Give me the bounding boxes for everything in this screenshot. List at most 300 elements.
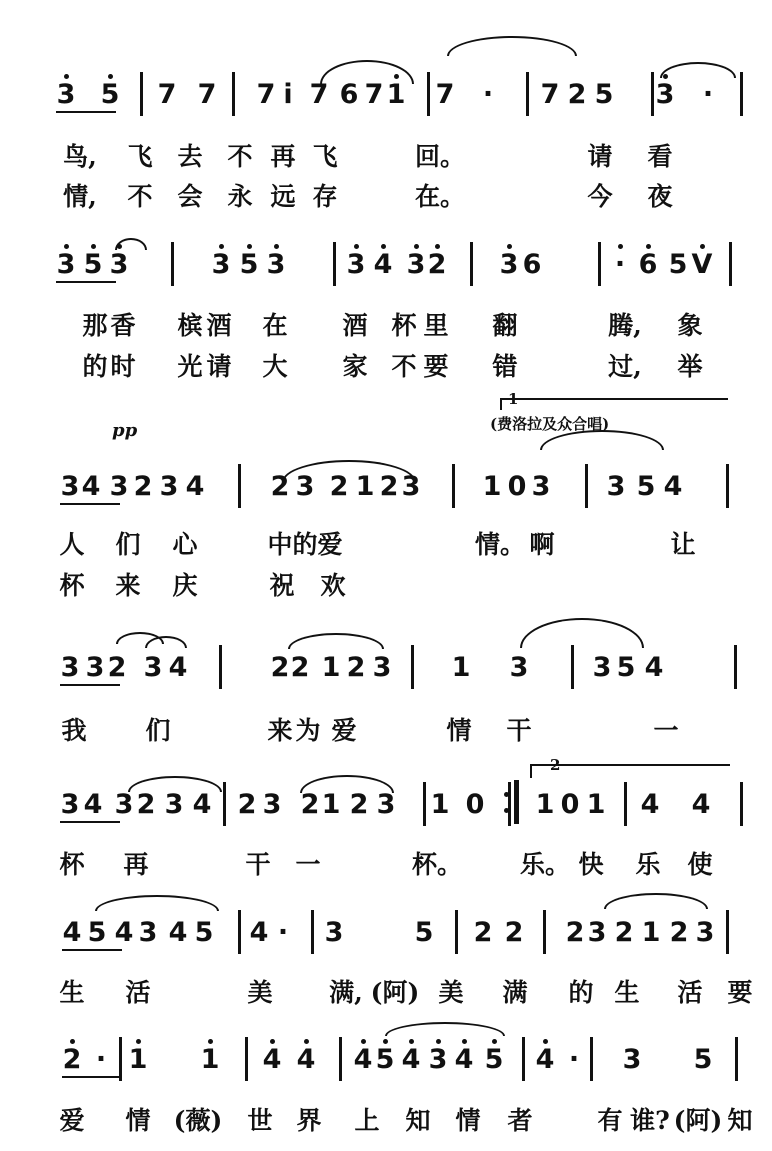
repeat-dot <box>504 808 509 813</box>
slur-arc <box>447 36 577 56</box>
jianpu-note: V <box>691 249 713 280</box>
jianpu-note: · <box>277 917 289 948</box>
jianpu-note: 4 <box>296 1044 316 1075</box>
lyric-line2-char: 欢 <box>320 571 346 600</box>
jianpu-note: 3 <box>60 471 80 502</box>
jianpu-note: 4 <box>663 471 683 502</box>
jianpu-note: 1 <box>482 471 502 502</box>
lyric-line1-char: 不 <box>227 142 253 171</box>
lyric-line2-char: 时 <box>110 352 136 381</box>
octave-dot <box>507 244 512 249</box>
jianpu-note: 5 <box>616 652 636 683</box>
jianpu-note: 3 <box>56 79 76 110</box>
jianpu-note: 3 <box>509 652 529 683</box>
lyric-line2-char: 举 <box>677 352 703 381</box>
jianpu-note: 5 <box>414 917 434 948</box>
barline <box>427 72 430 116</box>
jianpu-note: 1 <box>535 789 555 820</box>
slur-arc <box>604 893 708 909</box>
jianpu-note: 5 <box>668 249 688 280</box>
lyric-line1-char: 干 <box>506 716 532 745</box>
jianpu-note: 4 <box>62 917 82 948</box>
lyric-line1-char: 鸟, <box>63 142 97 171</box>
barline <box>735 1037 738 1081</box>
jianpu-note: 4 <box>83 789 103 820</box>
lyric-line1-char: 快 <box>578 850 604 879</box>
lyric-line2-char: 请 <box>206 352 232 381</box>
chorus-note: (费洛拉及众合唱) <box>490 415 610 433</box>
barline <box>585 464 588 508</box>
lyric-line1-char: 们 <box>115 530 141 559</box>
jianpu-note: 3 <box>109 471 129 502</box>
barline <box>740 72 743 116</box>
jianpu-note: 2 <box>300 789 320 820</box>
lyric-line1-char: 来 <box>267 716 293 745</box>
jianpu-note: 2 <box>504 917 524 948</box>
barline <box>526 72 529 116</box>
octave-dot <box>383 1039 388 1044</box>
jianpu-note: 2 <box>349 789 369 820</box>
octave-dot <box>543 1039 548 1044</box>
slur-arc <box>115 238 147 250</box>
lyric-line1-char: 酒 <box>206 311 232 340</box>
jianpu-note: 3 <box>622 1044 642 1075</box>
lyric-line1-char: 杯。 <box>411 850 463 879</box>
jianpu-note: 1 <box>200 1044 220 1075</box>
jianpu-note: 3 <box>531 471 551 502</box>
slur-arc <box>128 776 222 792</box>
lyric-line1-char: (阿) <box>370 978 420 1007</box>
beam-line <box>62 949 122 951</box>
lyric-line1-char: 使 <box>687 850 713 879</box>
lyric-line2-char: 夜 <box>647 182 673 211</box>
octave-dot <box>354 244 359 249</box>
barline <box>740 782 743 826</box>
jianpu-note: 0 <box>507 471 527 502</box>
jianpu-note: i <box>283 79 293 110</box>
lyric-line2-char: 在。 <box>414 182 466 211</box>
jianpu-note: 6 <box>339 79 359 110</box>
lyric-line1-char: 生 <box>59 978 85 1007</box>
jianpu-note: 7 <box>540 79 560 110</box>
octave-dot <box>361 1039 366 1044</box>
jianpu-note: 4 <box>691 789 711 820</box>
jianpu-note: 3 <box>60 652 80 683</box>
beam-line <box>62 1076 122 1078</box>
jianpu-note: 2 <box>473 917 493 948</box>
lyric-line1-char: (阿) <box>673 1106 723 1135</box>
lyric-line1-char: 再 <box>270 142 296 171</box>
barline <box>455 910 458 954</box>
lyric-line2-char: 不 <box>391 352 417 381</box>
lyric-line2-char: 远 <box>270 182 296 211</box>
jianpu-note: 7 <box>256 79 276 110</box>
octave-dot <box>381 244 386 249</box>
lyric-line1-char: 看 <box>647 142 673 171</box>
lyric-line1-char: 一 <box>295 850 321 879</box>
lyric-line2-char: 存 <box>312 182 338 211</box>
lyric-line1-char: 的 <box>568 978 594 1007</box>
volta-2-hook <box>530 764 532 778</box>
jianpu-note: 3 <box>109 249 129 280</box>
jianpu-note: 3 <box>428 1044 448 1075</box>
jianpu-note: 2 <box>346 652 366 683</box>
lyric-line1-char: 酒 <box>342 311 368 340</box>
octave-dot <box>462 1039 467 1044</box>
lyric-line1-char: 们 <box>145 716 171 745</box>
jianpu-note: 1 <box>321 652 341 683</box>
lyric-line1-char: 飞 <box>127 142 153 171</box>
volta-1-line <box>500 398 728 400</box>
slur-arc <box>300 775 394 793</box>
lyric-line1-char: 美 <box>247 978 273 1007</box>
lyric-line1-char: 知 <box>727 1106 753 1135</box>
lyric-line1-char: 情。 <box>474 530 526 559</box>
jianpu-note: 4 <box>114 917 134 948</box>
jianpu-note: 2 <box>133 471 153 502</box>
lyric-line2-char: 今 <box>587 182 613 211</box>
lyric-line2-char: 过, <box>608 352 642 381</box>
lyric-line1-char: 杯 <box>391 311 417 340</box>
beam-line <box>56 111 116 113</box>
octave-dot <box>409 1039 414 1044</box>
lyric-line1-char: 象 <box>677 311 703 340</box>
jianpu-note: 5 <box>87 917 107 948</box>
jianpu-note: 5 <box>239 249 259 280</box>
jianpu-note: 3 <box>324 917 344 948</box>
lyric-line1-char: 去 <box>177 142 203 171</box>
lyric-line2-char: 庆 <box>172 571 198 600</box>
jianpu-note: · <box>614 249 626 280</box>
lyric-line1-char: 回。 <box>414 142 466 171</box>
jianpu-note: 2 <box>329 471 349 502</box>
jianpu-note: 3 <box>262 789 282 820</box>
octave-dot <box>247 244 252 249</box>
jianpu-note: 2 <box>237 789 257 820</box>
jianpu-note: 2 <box>290 652 310 683</box>
octave-dot <box>414 244 419 249</box>
volta-1-hook <box>500 398 502 410</box>
beam-line <box>60 503 120 505</box>
slur-arc <box>320 60 414 84</box>
lyric-line1-char: 请 <box>587 142 613 171</box>
octave-dot <box>64 74 69 79</box>
jianpu-note: 4 <box>168 652 188 683</box>
lyric-line1-char: 人 <box>59 530 85 559</box>
octave-dot <box>492 1039 497 1044</box>
lyric-line2-char: 来 <box>115 571 141 600</box>
barline <box>219 645 222 689</box>
octave-dot <box>64 244 69 249</box>
beam-line <box>56 281 116 283</box>
jianpu-note: 7 <box>364 79 384 110</box>
barline <box>729 242 732 286</box>
lyric-line2-char: 杯 <box>59 571 85 600</box>
slur-arc <box>288 633 384 649</box>
jianpu-note: 2 <box>427 249 447 280</box>
barline <box>333 242 336 286</box>
barline <box>119 1037 122 1081</box>
jianpu-note: 2 <box>669 917 689 948</box>
lyric-line1-char: 再 <box>123 850 149 879</box>
barline <box>651 72 654 116</box>
jianpu-note: 3 <box>266 249 286 280</box>
lyric-line1-char: 世 <box>247 1106 273 1135</box>
barline <box>245 1037 248 1081</box>
barline <box>726 464 729 508</box>
lyric-line1-char: 满 <box>502 978 528 1007</box>
jianpu-note: 2 <box>136 789 156 820</box>
jianpu-note: 3 <box>159 471 179 502</box>
jianpu-note: 4 <box>192 789 212 820</box>
lyric-line1-char: 槟 <box>177 311 203 340</box>
jianpu-note: 3 <box>406 249 426 280</box>
jianpu-note: · <box>95 1044 107 1075</box>
jianpu-note: 4 <box>185 471 205 502</box>
jianpu-note: 3 <box>695 917 715 948</box>
lyric-line1-char: 腾, <box>608 311 642 340</box>
jianpu-note: 7 <box>157 79 177 110</box>
jianpu-note: 1 <box>128 1044 148 1075</box>
barline <box>232 72 235 116</box>
jianpu-note: 3 <box>295 471 315 502</box>
lyric-line1-char: 中 <box>267 530 293 559</box>
slur-arc <box>95 895 219 911</box>
jianpu-note: 7 <box>309 79 329 110</box>
jianpu-note: 4 <box>454 1044 474 1075</box>
octave-dot <box>618 244 623 249</box>
jianpu-note: 5 <box>100 79 120 110</box>
barline <box>598 242 601 286</box>
lyric-line2-char: 光 <box>177 352 203 381</box>
barline <box>624 782 627 826</box>
jianpu-note: 1 <box>355 471 375 502</box>
lyric-line1-char: 的 <box>292 530 318 559</box>
barline <box>522 1037 525 1081</box>
lyric-line1-char: 干 <box>245 850 271 879</box>
lyric-line1-char: 乐 <box>635 850 661 879</box>
lyric-line1-char: 乐。 <box>519 850 571 879</box>
lyric-line1-char: 知 <box>405 1106 431 1135</box>
octave-dot <box>646 244 651 249</box>
lyric-line1-char: 那 <box>82 311 108 340</box>
beam-line <box>60 821 120 823</box>
barline <box>423 782 426 826</box>
jianpu-note: 3 <box>164 789 184 820</box>
jianpu-note: 5 <box>594 79 614 110</box>
jianpu-note: 3 <box>346 249 366 280</box>
jianpu-note: 4 <box>401 1044 421 1075</box>
lyric-line1-char: 杯 <box>59 850 85 879</box>
jianpu-note: 1 <box>386 79 406 110</box>
jianpu-note: 3 <box>114 789 134 820</box>
lyric-line2-char: 的 <box>82 352 108 381</box>
jianpu-note: 6 <box>522 249 542 280</box>
lyric-line1-char: 让 <box>670 530 696 559</box>
jianpu-note: 3 <box>56 249 76 280</box>
barline <box>238 464 241 508</box>
lyric-line1-char: 为 <box>295 716 321 745</box>
octave-dot <box>304 1039 309 1044</box>
jianpu-note: 7 <box>435 79 455 110</box>
jianpu-note: 4 <box>640 789 660 820</box>
lyric-line2-char: 祝 <box>269 571 295 600</box>
jianpu-note: 3 <box>401 471 421 502</box>
jianpu-note: 3 <box>372 652 392 683</box>
lyric-line1-char: 里 <box>423 311 449 340</box>
barline <box>508 782 511 826</box>
jianpu-note: 2 <box>614 917 634 948</box>
lyric-line1-char: 香 <box>110 311 136 340</box>
lyric-line1-char: 情 <box>125 1106 151 1135</box>
lyric-line1-char: 飞 <box>312 142 338 171</box>
jianpu-note: 4 <box>353 1044 373 1075</box>
lyric-line1-char: 上 <box>354 1106 380 1135</box>
jianpu-note: 5 <box>194 917 214 948</box>
barline <box>590 1037 593 1081</box>
jianpu-note: 1 <box>586 789 606 820</box>
jianpu-note: 2 <box>62 1044 82 1075</box>
slur-arc <box>520 618 644 648</box>
octave-dot <box>91 244 96 249</box>
lyric-line1-char: 有 <box>597 1106 623 1135</box>
jianpu-note: 4 <box>535 1044 555 1075</box>
jianpu-note: 6 <box>638 249 658 280</box>
jianpu-note: 3 <box>499 249 519 280</box>
jianpu-note: 1 <box>451 652 471 683</box>
lyric-line1-char: 者 <box>507 1106 533 1135</box>
repeat-dot <box>504 792 509 797</box>
barline <box>543 910 546 954</box>
lyric-line2-char: 不 <box>127 182 153 211</box>
barline <box>140 72 143 116</box>
lyric-line1-char: 美 <box>438 978 464 1007</box>
jianpu-note: 2 <box>565 917 585 948</box>
jianpu-note: 3 <box>606 471 626 502</box>
jianpu-note: 4 <box>373 249 393 280</box>
lyric-line1-char: 我 <box>61 716 87 745</box>
lyric-line2-char: 错 <box>492 352 518 381</box>
jianpu-note: 0 <box>465 789 485 820</box>
jianpu-note: 5 <box>484 1044 504 1075</box>
lyric-line1-char: 爱 <box>317 530 343 559</box>
lyric-line1-char: 要 <box>727 978 753 1007</box>
lyric-line2-char: 会 <box>177 182 203 211</box>
lyric-line1-char: 界 <box>296 1106 322 1135</box>
barline <box>470 242 473 286</box>
jianpu-note: 3 <box>211 249 231 280</box>
jianpu-note: 5 <box>375 1044 395 1075</box>
jianpu-note: 1 <box>430 789 450 820</box>
jianpu-note: 5 <box>636 471 656 502</box>
barline <box>452 464 455 508</box>
barline <box>571 645 574 689</box>
volta-2-number: 2 <box>550 756 561 774</box>
jianpu-note: 1 <box>321 789 341 820</box>
lyric-line1-char: 一 <box>653 716 679 745</box>
barline <box>726 910 729 954</box>
octave-dot <box>219 244 224 249</box>
jianpu-note: 3 <box>143 652 163 683</box>
octave-dot <box>435 244 440 249</box>
jianpu-note: 2 <box>567 79 587 110</box>
lyric-line1-char: 爱 <box>331 716 357 745</box>
lyric-line1-char: (薇) <box>173 1106 223 1135</box>
lyric-line1-char: 情 <box>455 1106 481 1135</box>
barline <box>311 910 314 954</box>
lyric-line1-char: 活 <box>677 978 703 1007</box>
jianpu-note: · <box>702 79 714 110</box>
lyric-line1-char: 活 <box>125 978 151 1007</box>
slur-arc <box>282 460 416 482</box>
barline <box>339 1037 342 1081</box>
lyric-line1-char: 在 <box>262 311 288 340</box>
volta-1-number: 1 <box>508 390 519 408</box>
lyric-line1-char: 谁? <box>630 1106 670 1135</box>
jianpu-note: · <box>482 79 494 110</box>
jianpu-note: 3 <box>587 917 607 948</box>
jianpu-note: 4 <box>168 917 188 948</box>
repeat-barline <box>514 780 519 824</box>
lyric-line2-char: 情, <box>63 182 97 211</box>
octave-dot <box>270 1039 275 1044</box>
lyric-line1-char: 心 <box>172 530 198 559</box>
barline <box>734 645 737 689</box>
jianpu-note: 0 <box>560 789 580 820</box>
jianpu-note: 1 <box>641 917 661 948</box>
octave-dot <box>208 1039 213 1044</box>
lyric-line2-char: 要 <box>423 352 449 381</box>
jianpu-note: 4 <box>262 1044 282 1075</box>
jianpu-note: 3 <box>138 917 158 948</box>
jianpu-note: 3 <box>592 652 612 683</box>
jianpu-note: 2 <box>107 652 127 683</box>
jianpu-note: · <box>568 1044 580 1075</box>
lyric-line2-char: 大 <box>262 352 288 381</box>
jianpu-note: 5 <box>83 249 103 280</box>
jianpu-note: 4 <box>81 471 101 502</box>
lyric-line1-char: 爱 <box>59 1106 85 1135</box>
jianpu-note: 3 <box>85 652 105 683</box>
lyric-line2-char: 家 <box>342 352 368 381</box>
jianpu-note: 4 <box>249 917 269 948</box>
barline <box>171 242 174 286</box>
lyric-line2-char: 永 <box>227 182 253 211</box>
jianpu-note: 2 <box>270 471 290 502</box>
octave-dot <box>70 1039 75 1044</box>
octave-dot <box>108 74 113 79</box>
jianpu-note: 3 <box>376 789 396 820</box>
octave-dot <box>700 244 705 249</box>
octave-dot <box>274 244 279 249</box>
lyric-line1-char: 情 <box>446 716 472 745</box>
jianpu-note: 7 <box>197 79 217 110</box>
jianpu-note: 2 <box>379 471 399 502</box>
octave-dot <box>136 1039 141 1044</box>
lyric-line1-char: 满, <box>329 978 363 1007</box>
jianpu-note: 2 <box>270 652 290 683</box>
lyric-line1-char: 生 <box>614 978 640 1007</box>
jianpu-note: 3 <box>655 79 675 110</box>
slur-arc <box>385 1022 505 1036</box>
lyric-line1-char: 翻 <box>492 311 518 340</box>
beam-line <box>60 684 120 686</box>
dynamic-marking: pp <box>112 420 138 441</box>
jianpu-note: 4 <box>644 652 664 683</box>
barline <box>238 910 241 954</box>
barline <box>411 645 414 689</box>
octave-dot <box>436 1039 441 1044</box>
